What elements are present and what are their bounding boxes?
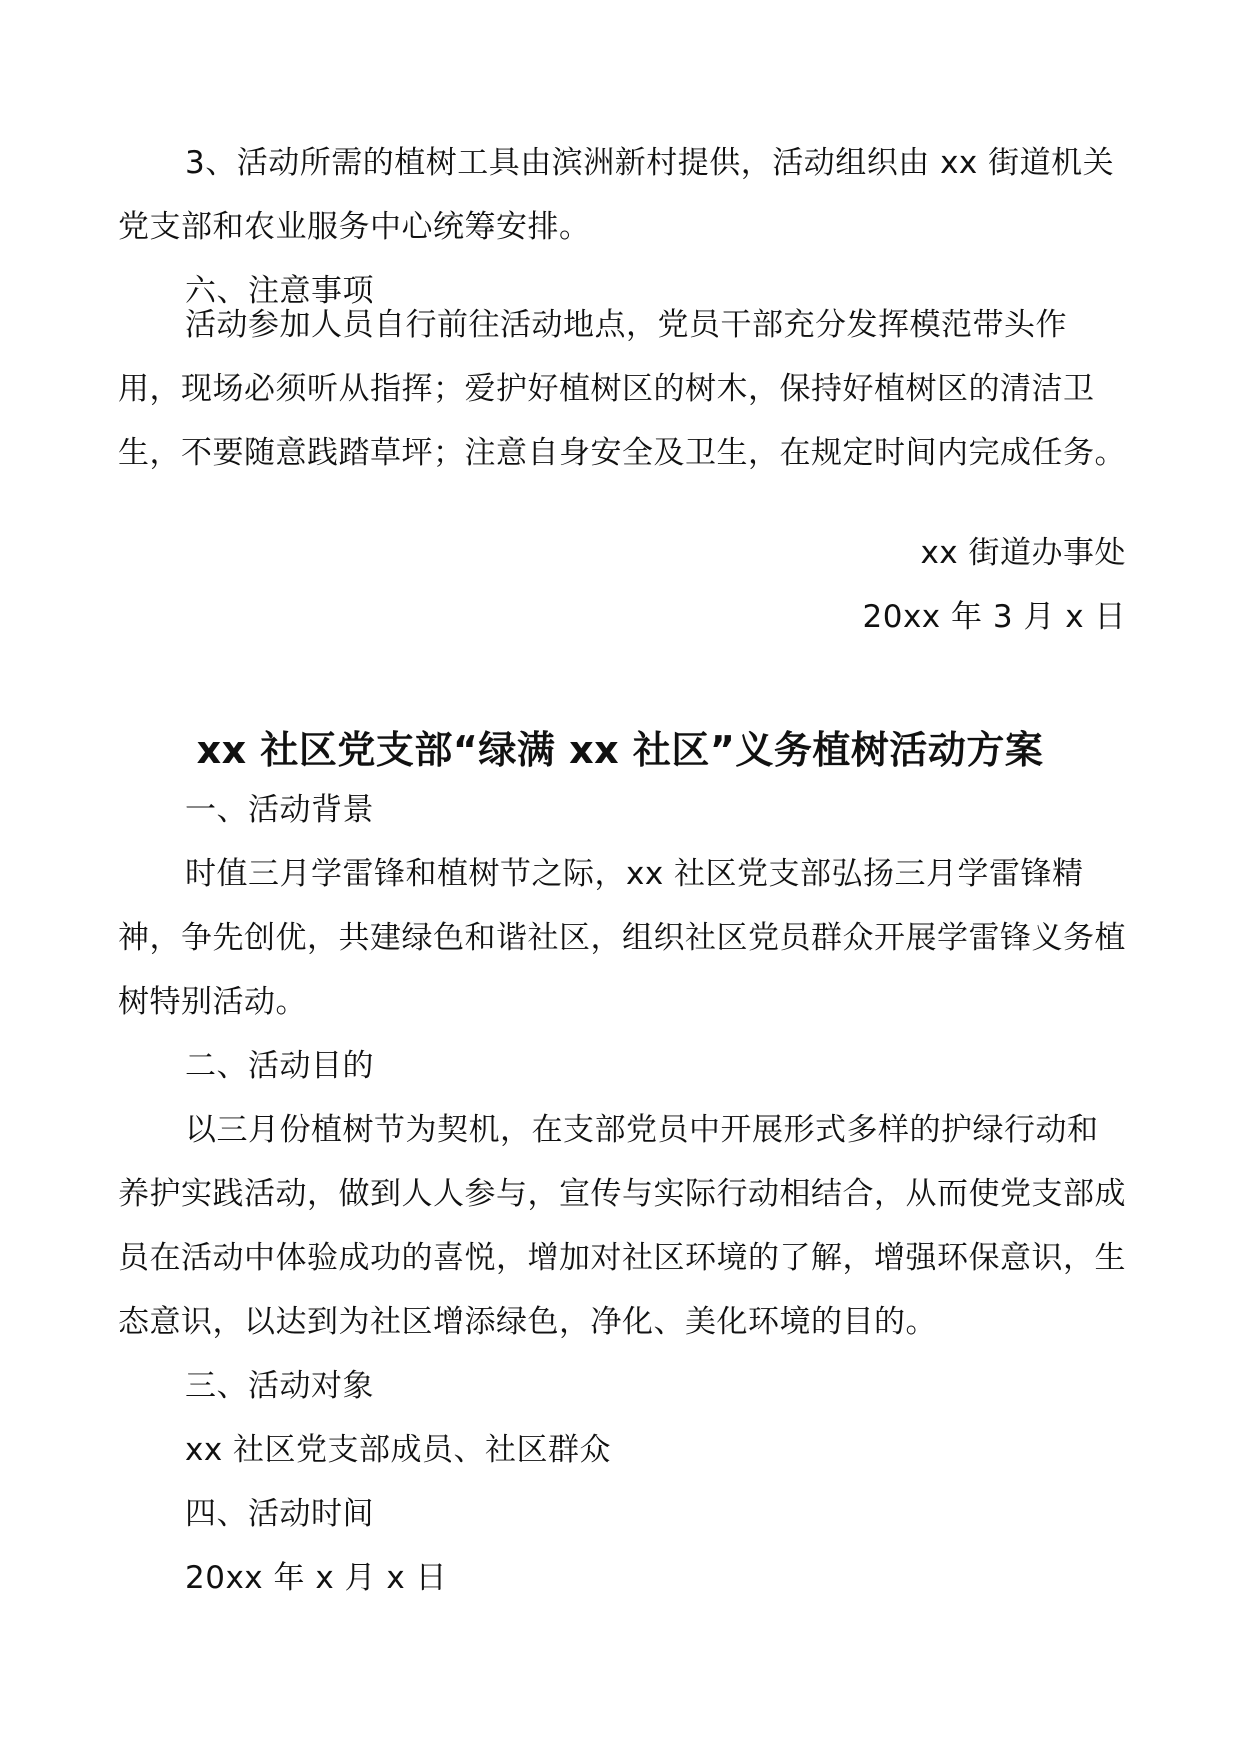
- paragraph-notes: 活动参加人员自行前往活动地点，党员干部充分发挥模范带头作用，现场必须听从指挥；爱护好植树区的树木，保持好植树区的清洁卫生，不要随意践踏草坪；注意自身安全及卫生，在规定时间内完成任务。: [118, 307, 1126, 471]
- heading-participants: 三、活动对象: [185, 1368, 374, 1404]
- paragraph-tools-arrangement: 3、活动所需的植树工具由滨洲新村提供，活动组织由 xx 街道机关党支部和农业服务中心统筹安排。: [118, 145, 1115, 245]
- heading-background: 一、活动背景: [185, 792, 374, 828]
- document-title: xx 社区党支部“绿满 xx 社区”义务植树活动方案: [196, 728, 1044, 772]
- paragraph-purpose: 以三月份植树节为契机，在支部党员中开展形式多样的护绿行动和养护实践活动，做到人人参与，宣传与实际行动相结合，从而使党支部成员在活动中体验成功的喜悦，增加对社区环境的了解，增强环保意识，生态意识，以达到为社区增添绿色，净化、美化环境的目的。: [118, 1112, 1126, 1340]
- signature-date: 20xx 年 3 月 x 日: [862, 599, 1126, 635]
- paragraph-time: 20xx 年 x 月 x 日: [185, 1560, 448, 1596]
- paragraph-background: 时值三月学雷锋和植树节之际，xx 社区党支部弘扬三月学雷锋精神，争先创优，共建绿色和谐社区，组织社区党员群众开展学雷锋义务植树特别活动。: [118, 856, 1126, 1020]
- heading-notes: 六、注意事项: [185, 273, 374, 309]
- heading-time: 四、活动时间: [185, 1496, 374, 1532]
- heading-purpose: 二、活动目的: [185, 1048, 374, 1084]
- signature-organization: xx 街道办事处: [920, 535, 1126, 571]
- paragraph-participants: xx 社区党支部成员、社区群众: [185, 1432, 612, 1468]
